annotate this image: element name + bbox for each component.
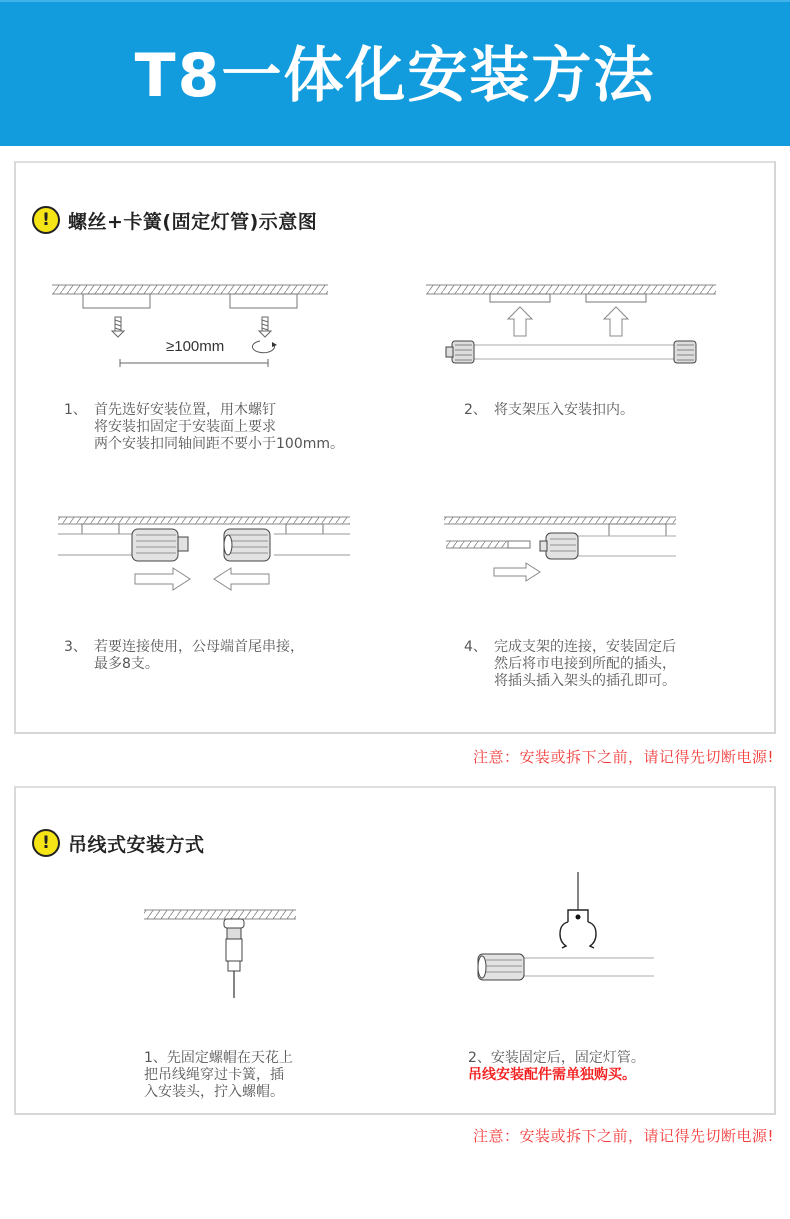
dimension-label: ≥100mm xyxy=(166,338,225,355)
section-heading xyxy=(32,206,317,234)
step-1-caption: 1、 首先选好安装位置，用木螺钉 将安装扣固定于安装面上要求 两个安装扣同轴间距不要小于100mm。 xyxy=(64,402,344,452)
safety-notice: 注意：安装或拆下之前，请记得先切断电源! xyxy=(472,748,774,766)
section-title: 吊线式安装方式 xyxy=(68,833,205,856)
arrow-right-icon xyxy=(135,568,190,590)
arrow-up-icon xyxy=(508,307,628,336)
step-2-caption: 2、 将支架压入安装扣内。 xyxy=(464,402,634,418)
diagram-hanging-1 xyxy=(142,906,302,1006)
section-screw-clip-panel xyxy=(14,161,776,734)
step-3-caption: 3、 若要连接使用，公母端首尾串接， 最多8支。 xyxy=(64,639,304,672)
diagram-hanging-2 xyxy=(456,866,656,996)
diagram-step-1 xyxy=(48,281,338,371)
diagram-step-2 xyxy=(422,281,722,371)
page-title: T8一体化安装方法 xyxy=(134,41,656,111)
arrow-right-icon xyxy=(494,563,540,581)
safety-notice: 注意：安装或拆下之前，请记得先切断电源! xyxy=(472,1127,774,1145)
hanging-step-1-caption: 1、先固定螺帽在天花上 把吊线绳穿过卡簧，插 入安装头，拧入螺帽。 xyxy=(144,1050,293,1100)
warning-icon: ! xyxy=(32,829,60,857)
page-header xyxy=(0,0,790,146)
screw-icon xyxy=(112,317,124,337)
diagram-step-3 xyxy=(56,513,356,598)
section-title: 螺丝+卡簧(固定灯管)示意图 xyxy=(68,210,318,233)
diagram-step-4 xyxy=(442,513,682,598)
arrow-left-icon xyxy=(214,568,269,590)
hanging-step-2-caption: 2、安装固定后，固定灯管。 吊线安装配件需单独购买。 xyxy=(468,1050,645,1083)
purchase-separately-note: 吊线安装配件需单独购买。 xyxy=(468,1067,636,1083)
screw-icon xyxy=(259,317,271,337)
section-hanging-panel xyxy=(14,786,776,1115)
warning-icon: ! xyxy=(32,206,60,234)
step-4-caption: 4、 完成支架的连接，安装固定后 然后将市电接到所配的插头， 将插头插入架头的插孔即可。 xyxy=(464,639,676,689)
section-heading xyxy=(32,829,205,857)
